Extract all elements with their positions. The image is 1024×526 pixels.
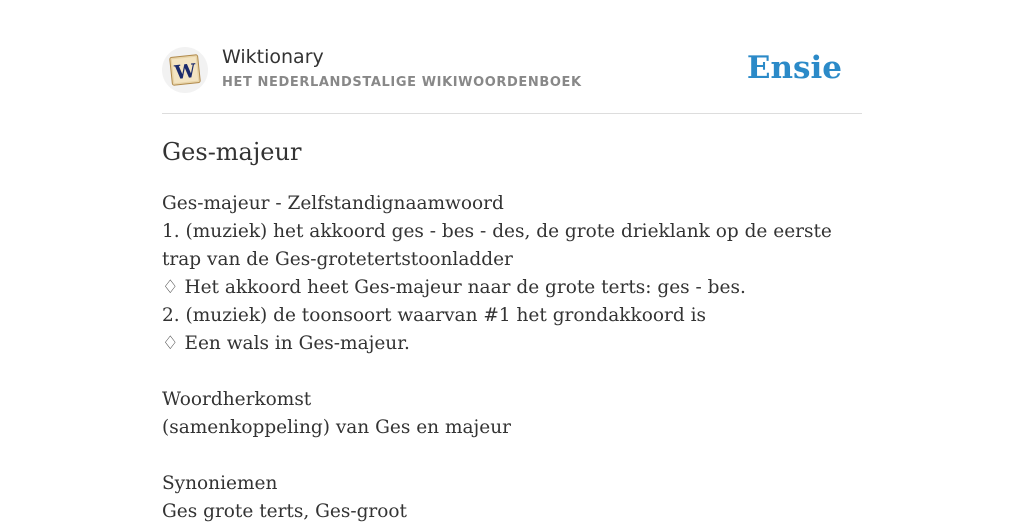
etymology-text: (samenkoppeling) van Ges en majeur xyxy=(162,417,511,438)
article-content xyxy=(162,190,862,526)
svg-text:W: W xyxy=(173,59,197,85)
word-heading-line: Ges-majeur - Zelfstandignaamwoord xyxy=(162,193,504,214)
etymology-heading: Woordherkomst xyxy=(162,389,312,410)
example-1: ♢ Het akkoord heet Ges-majeur naar de grote terts: ges - bes. xyxy=(162,277,746,298)
spacer xyxy=(162,442,862,470)
page-title: Ges-majeur xyxy=(162,138,302,166)
definition-1: 1. (muziek) het akkoord ges - bes - des, de grote drieklank op de eerste trap van de Ges-grotetertstoonladder xyxy=(162,221,832,270)
spacer xyxy=(162,358,862,386)
ensie-logo-link[interactable]: Ensie xyxy=(746,50,842,86)
brand-name[interactable]: Wiktionary xyxy=(222,46,324,68)
brand-tagline: HET NEDERLANDSTALIGE WIKIWOORDENBOEK xyxy=(222,75,582,90)
wiktionary-logo-icon[interactable] xyxy=(162,47,208,93)
definition-2: 2. (muziek) de toonsoort waarvan #1 het grondakkoord is xyxy=(162,305,706,326)
synonyms-text: Ges grote terts, Ges-groot xyxy=(162,501,407,522)
page xyxy=(162,0,862,522)
site-header xyxy=(162,0,862,114)
example-2: ♢ Een wals in Ges-majeur. xyxy=(162,333,410,354)
synonyms-heading: Synoniemen xyxy=(162,473,278,494)
